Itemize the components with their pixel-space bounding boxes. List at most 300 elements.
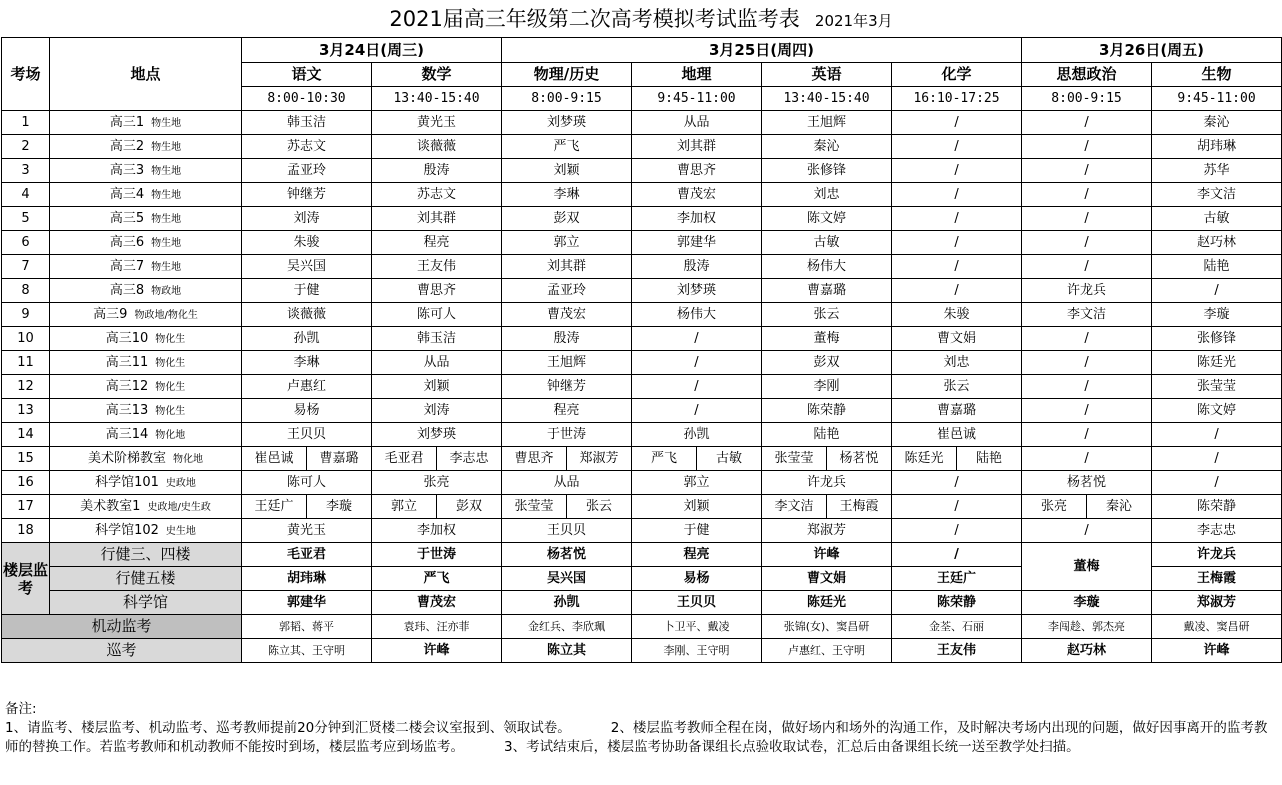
room-number: 18 [2, 519, 50, 543]
proctor-name: 孙凯 [242, 327, 372, 351]
room-number: 10 [2, 327, 50, 351]
proctor-name: 刘涛 [242, 207, 372, 231]
proctor-name: / [1022, 111, 1152, 135]
floor-proctor-name: 陈荣静 [892, 591, 1022, 615]
proctor-cell [762, 495, 892, 519]
proctor-name: 毛亚君 [372, 447, 437, 470]
proctor-pair [372, 495, 501, 518]
header-row-days [2, 38, 1282, 63]
proctor-name: 李琳 [502, 183, 632, 207]
proctor-name: 严飞 [632, 447, 697, 470]
proctor-name: 古敏 [715, 451, 742, 466]
room-location [50, 423, 242, 447]
proctor-name: 曹思齐 [372, 279, 502, 303]
proctor-name: 张云 [762, 303, 892, 327]
proctor-cell [502, 447, 632, 471]
floor-proctor-name: 陈廷光 [762, 591, 892, 615]
proctor-pair [502, 495, 631, 518]
room-location [50, 159, 242, 183]
proctor-name: 张云 [892, 375, 1022, 399]
proctor-pair [242, 447, 371, 470]
proctor-name: 于健 [632, 519, 762, 543]
patrol-names: 王友伟 [892, 639, 1022, 663]
proctor-name: 杨茗悦 [839, 451, 879, 466]
exam-room-row [2, 255, 1282, 279]
header-day1: 3月24日(周三) [242, 38, 502, 63]
header-subject: 思想政治 [1022, 63, 1152, 87]
proctor-name: 郑淑芳 [762, 519, 892, 543]
exam-room-row [2, 351, 1282, 375]
exam-room-row [2, 111, 1282, 135]
patrol-names: 陈立其、王守明 [242, 639, 372, 663]
proctor-name: 苏华 [1152, 159, 1282, 183]
room-location [50, 231, 242, 255]
room-number: 15 [2, 447, 50, 471]
room-name: 高三9 [93, 306, 128, 322]
header-time: 16:10-17:25 [892, 87, 1022, 111]
floor-proctor-name: 李璇 [1022, 591, 1152, 615]
mobile-proctor-names: 郭韬、蒋平 [242, 615, 372, 639]
proctor-name: / [1022, 255, 1152, 279]
proctor-name: 陆艳 [976, 451, 1003, 466]
title-main: 2021届高三年级第二次高考模拟考试监考表 [389, 7, 800, 31]
room-number: 3 [2, 159, 50, 183]
room-subject-tag: 物生地 [151, 117, 182, 129]
room-location [50, 351, 242, 375]
room-number: 14 [2, 423, 50, 447]
proctor-cell [372, 495, 502, 519]
room-number: 1 [2, 111, 50, 135]
proctor-name: 李志忠 [449, 451, 489, 466]
room-number: 13 [2, 399, 50, 423]
proctor-name: 郭建华 [632, 231, 762, 255]
proctor-name: 郑淑芳 [579, 451, 619, 466]
proctor-name: / [1022, 519, 1152, 543]
proctor-name: 卢惠红 [242, 375, 372, 399]
room-location [50, 495, 242, 519]
floor-proctor-name: 王贝贝 [632, 591, 762, 615]
proctor-name: / [892, 183, 1022, 207]
proctor-name: 曹思齐 [502, 447, 567, 470]
notes [5, 700, 1277, 757]
exam-room-row [2, 231, 1282, 255]
proctor-name: 胡玮琳 [1152, 135, 1282, 159]
room-name: 高三10 [105, 330, 149, 346]
room-subject-tag: 物化生 [155, 405, 186, 417]
proctor-name: / [892, 231, 1022, 255]
proctor-name: 曹嘉璐 [319, 451, 359, 466]
room-subject-tag: 史政地/史生政 [147, 501, 211, 513]
proctor-name: 陈文婷 [1152, 399, 1282, 423]
patrol-names: 赵巧林 [1022, 639, 1152, 663]
proctor-name: 吴兴国 [242, 255, 372, 279]
floor-proctor-name: 程亮 [632, 543, 762, 567]
proctor-name: 从品 [632, 111, 762, 135]
floor-proctor-label: 楼层监考 [2, 543, 50, 615]
patrol-row [2, 639, 1282, 663]
proctor-name: 韩玉洁 [372, 327, 502, 351]
proctor-name: 郭立 [502, 231, 632, 255]
exam-room-row [2, 135, 1282, 159]
proctor-name: / [632, 327, 762, 351]
proctor-pair [762, 447, 891, 470]
floor-proctor-name: 许峰 [762, 543, 892, 567]
note-2: 2、楼层监考教师全程在岗，做好场内和场外的沟通工作，及时解决考场内出现的问题，做好因事离开的监考教师的替换工作。若监考教师和机动教师不能按时到场，楼层监考应到场监考。 [5, 720, 1268, 755]
proctor-name: / [892, 471, 1022, 495]
proctor-name: 从品 [372, 351, 502, 375]
patrol-label: 巡考 [2, 639, 242, 663]
room-number: 8 [2, 279, 50, 303]
proctor-name: 朱骏 [892, 303, 1022, 327]
room-location [50, 111, 242, 135]
exam-room-row [2, 471, 1282, 495]
room-name: 美术阶梯教室 [87, 450, 166, 466]
proctor-name: 张亮 [372, 471, 502, 495]
proctor-name: 王旭辉 [502, 351, 632, 375]
proctor-name: 苏志文 [372, 183, 502, 207]
room-subject-tag: 物生地 [151, 261, 182, 273]
proctor-name: 张云 [585, 499, 612, 514]
floor-proctor-name: 许龙兵 [1152, 543, 1282, 567]
room-subject-tag: 物化地 [173, 453, 203, 465]
proctor-name: / [1022, 327, 1152, 351]
proctor-name: 刘梦瑛 [632, 279, 762, 303]
room-subject-tag: 物化生 [155, 357, 186, 369]
proctor-name: 李璇 [1152, 303, 1282, 327]
proctor-name: 朱骏 [242, 231, 372, 255]
room-name: 高三4 [109, 186, 145, 202]
floor-place: 科学馆 [50, 591, 242, 615]
proctor-name: 李志忠 [1152, 519, 1282, 543]
proctor-name: 秦沁 [1152, 111, 1282, 135]
proctor-cell [632, 447, 762, 471]
patrol-names: 许峰 [1152, 639, 1282, 663]
proctor-name: / [892, 135, 1022, 159]
proctor-name: 崔邑诚 [242, 447, 307, 470]
exam-room-row [2, 303, 1282, 327]
exam-room-row [2, 327, 1282, 351]
proctor-name: 程亮 [502, 399, 632, 423]
proctor-name: 王廷广 [242, 495, 307, 518]
mobile-proctor-names: 戴凌、窦昌研 [1152, 615, 1282, 639]
proctor-name: 程亮 [372, 231, 502, 255]
proctor-cell [1022, 495, 1152, 519]
proctor-name: 王贝贝 [242, 423, 372, 447]
room-number: 12 [2, 375, 50, 399]
proctor-name: 刘梦瑛 [502, 111, 632, 135]
room-number: 11 [2, 351, 50, 375]
proctor-name: / [1022, 423, 1152, 447]
proctor-name: 钟继芳 [502, 375, 632, 399]
proctor-name: 黄光玉 [242, 519, 372, 543]
room-name: 高三1 [109, 114, 145, 130]
room-subject-tag: 物生地 [151, 141, 182, 153]
exam-room-row [2, 423, 1282, 447]
room-name: 高三3 [109, 162, 145, 178]
proctor-name: / [892, 255, 1022, 279]
floor-proctor-name: 曹茂宏 [372, 591, 502, 615]
header-day3: 3月26日(周五) [1022, 38, 1282, 63]
room-subject-tag: 物生地 [151, 165, 182, 177]
proctor-name: 苏志文 [242, 135, 372, 159]
proctor-name: 陈文婷 [762, 207, 892, 231]
exam-room-row [2, 447, 1282, 471]
proctor-pair [892, 447, 1021, 470]
room-location [50, 303, 242, 327]
proctor-name: / [1022, 231, 1152, 255]
proctor-name: 孟亚玲 [242, 159, 372, 183]
proctor-name: / [892, 159, 1022, 183]
header-location: 地点 [50, 38, 242, 111]
proctor-name: / [1022, 375, 1152, 399]
proctor-name: 严飞 [502, 135, 632, 159]
proctor-name: 李璇 [325, 499, 352, 514]
proctor-name: / [892, 207, 1022, 231]
proctor-name: / [1152, 423, 1282, 447]
proctor-pair [372, 447, 501, 470]
header-subject: 语文 [242, 63, 372, 87]
proctor-pair [632, 447, 761, 470]
exam-room-row [2, 399, 1282, 423]
room-subject-tag: 物政地 [151, 285, 182, 297]
proctor-name: / [632, 399, 762, 423]
floor-proctor-name: 于世涛 [372, 543, 502, 567]
floor-proctor-name: 王梅霞 [1152, 567, 1282, 591]
room-subject-tag: 史生地 [165, 525, 196, 537]
proctor-name: 刘涛 [372, 399, 502, 423]
room-subject-tag: 史政地 [165, 477, 196, 489]
header-day2: 3月25日(周四) [502, 38, 1022, 63]
title-date: 2021年3月 [814, 12, 893, 30]
proctor-name: / [1022, 159, 1152, 183]
room-name: 美术教室1 [80, 498, 141, 514]
room-number: 6 [2, 231, 50, 255]
mobile-proctor-names: 张锦(女)、窦昌研 [762, 615, 892, 639]
proctor-name: / [1152, 471, 1282, 495]
proctor-name: 王友伟 [372, 255, 502, 279]
proctor-name: 张莹莹 [502, 495, 567, 518]
floor-proctor-row [2, 543, 1282, 567]
proctor-name: / [1152, 279, 1282, 303]
proctor-name: 彭双 [762, 351, 892, 375]
proctor-name: 彭双 [502, 207, 632, 231]
floor-proctor-name: 易杨 [632, 567, 762, 591]
proctor-name: 刘梦瑛 [372, 423, 502, 447]
room-location [50, 135, 242, 159]
proctor-name: 陈廷光 [1152, 351, 1282, 375]
floor-proctor-name: 孙凯 [502, 591, 632, 615]
room-location [50, 279, 242, 303]
room-location [50, 471, 242, 495]
room-subject-tag: 物生地 [151, 237, 182, 249]
proctor-name: 刘其群 [372, 207, 502, 231]
floor-proctor-name: 郑淑芳 [1152, 591, 1282, 615]
proctor-name: / [1022, 207, 1152, 231]
header-time: 9:45-11:00 [1152, 87, 1282, 111]
proctor-name: 王梅霞 [839, 499, 879, 514]
room-number: 2 [2, 135, 50, 159]
proctor-name: 曹嘉璐 [762, 279, 892, 303]
header-subject: 英语 [762, 63, 892, 87]
room-name: 高三13 [105, 402, 149, 418]
patrol-names: 陈立其 [502, 639, 632, 663]
proctor-name: / [892, 111, 1022, 135]
exam-room-row [2, 495, 1282, 519]
proctor-name: / [1022, 447, 1152, 471]
proctor-name: 陈荣静 [762, 399, 892, 423]
header-subject: 生物 [1152, 63, 1282, 87]
proctor-name: 王旭辉 [762, 111, 892, 135]
mobile-proctor-names: 金荃、石丽 [892, 615, 1022, 639]
proctor-name: 董梅 [762, 327, 892, 351]
floor-proctor-name: / [892, 543, 1022, 567]
proctor-name: 殷涛 [632, 255, 762, 279]
proctor-name: 杨伟大 [762, 255, 892, 279]
patrol-names: 李刚、王守明 [632, 639, 762, 663]
floor-proctor-name: 杨茗悦 [502, 543, 632, 567]
mobile-proctor-names: 袁玮、汪亦菲 [372, 615, 502, 639]
room-location [50, 207, 242, 231]
proctor-name: 于健 [242, 279, 372, 303]
proctor-name: 许龙兵 [1022, 279, 1152, 303]
floor-proctor-merged: 董梅 [1022, 543, 1152, 591]
room-name: 高三8 [109, 282, 145, 298]
proctor-name: 殷涛 [372, 159, 502, 183]
proctor-name: / [1022, 135, 1152, 159]
floor-proctor-name: 吴兴国 [502, 567, 632, 591]
room-location [50, 519, 242, 543]
notes-title: 备注: [5, 701, 37, 717]
proctor-cell [372, 447, 502, 471]
notes-body [5, 719, 1277, 757]
room-number: 5 [2, 207, 50, 231]
proctor-pair [1022, 495, 1151, 518]
room-location [50, 447, 242, 471]
mobile-proctor-names: 卜卫平、戴凌 [632, 615, 762, 639]
floor-proctor-name: 王廷广 [892, 567, 1022, 591]
header-time: 9:45-11:00 [632, 87, 762, 111]
proctor-cell [502, 495, 632, 519]
room-location [50, 255, 242, 279]
proctor-name: 陈廷光 [892, 447, 957, 470]
proctor-name: 陆艳 [762, 423, 892, 447]
proctor-name: 谈薇薇 [372, 135, 502, 159]
proctor-name: 杨伟大 [632, 303, 762, 327]
proctor-name: 刘其群 [632, 135, 762, 159]
mobile-proctor-row [2, 615, 1282, 639]
proctor-name: 赵巧林 [1152, 231, 1282, 255]
room-name: 高三7 [109, 258, 145, 274]
room-number: 16 [2, 471, 50, 495]
note-3: 3、考试结束后，楼层监考协助备课组长点验收取试卷，汇总后由备课组长统一送至教学处扫描。 [504, 739, 1080, 755]
exam-room-row [2, 519, 1282, 543]
proctor-name: 张亮 [1022, 495, 1087, 518]
floor-proctor-name: 郭建华 [242, 591, 372, 615]
proctor-name: 曹嘉璐 [892, 399, 1022, 423]
proctor-name: 秦沁 [1106, 499, 1133, 514]
proctor-name: 刘颖 [372, 375, 502, 399]
proctor-pair [502, 447, 631, 470]
proctor-name: 刘其群 [502, 255, 632, 279]
room-name: 高三2 [109, 138, 145, 154]
room-subject-tag: 物生地 [151, 213, 182, 225]
room-location [50, 183, 242, 207]
header-time: 8:00-10:30 [242, 87, 372, 111]
proctor-name: 王贝贝 [502, 519, 632, 543]
proctor-name: 古敏 [762, 231, 892, 255]
header-time: 8:00-9:15 [1022, 87, 1152, 111]
proctor-name: / [1022, 183, 1152, 207]
proctor-name: / [632, 351, 762, 375]
room-name: 高三11 [105, 354, 149, 370]
proctor-cell [892, 447, 1022, 471]
proctor-name: 刘颖 [632, 495, 762, 519]
proctor-name: 张修锋 [1152, 327, 1282, 351]
room-subject-tag: 物生地 [151, 189, 182, 201]
proctor-name: 孙凯 [632, 423, 762, 447]
proctor-name: 张莹莹 [1152, 375, 1282, 399]
proctor-name: 易杨 [242, 399, 372, 423]
proctor-name: 黄光玉 [372, 111, 502, 135]
exam-room-row [2, 375, 1282, 399]
proctor-name: / [1152, 447, 1282, 471]
patrol-names: 卢惠红、王守明 [762, 639, 892, 663]
room-subject-tag: 物化地 [155, 429, 186, 441]
room-name: 科学馆101 [95, 474, 159, 490]
proctor-name: 刘颖 [502, 159, 632, 183]
proctor-name: 杨茗悦 [1022, 471, 1152, 495]
proctor-name: 曹茂宏 [502, 303, 632, 327]
room-name: 科学馆102 [95, 522, 159, 538]
proctor-name: / [1022, 351, 1152, 375]
proctor-name: 秦沁 [762, 135, 892, 159]
proctor-name: / [892, 279, 1022, 303]
room-location [50, 327, 242, 351]
proctor-name: 古敏 [1152, 207, 1282, 231]
header-room-no: 考场 [2, 38, 50, 111]
proctor-name: 钟继芳 [242, 183, 372, 207]
proctor-name: 李文洁 [762, 495, 827, 518]
room-number: 4 [2, 183, 50, 207]
proctor-pair [762, 495, 891, 518]
proctor-name: 曹茂宏 [632, 183, 762, 207]
floor-place: 行健三、四楼 [50, 543, 242, 567]
exam-room-row [2, 279, 1282, 303]
header-time: 13:40-15:40 [762, 87, 892, 111]
room-name: 高三12 [105, 378, 149, 394]
proctor-name: 殷涛 [502, 327, 632, 351]
header-time: 13:40-15:40 [372, 87, 502, 111]
proctor-name: / [892, 495, 1022, 519]
floor-proctor-name: 曹文娟 [762, 567, 892, 591]
proctor-name: 许龙兵 [762, 471, 892, 495]
room-name: 高三14 [105, 426, 149, 442]
proctor-name: 张莹莹 [762, 447, 827, 470]
room-number: 9 [2, 303, 50, 327]
proctor-cell [242, 495, 372, 519]
room-name: 高三5 [109, 210, 145, 226]
proctor-name: 韩玉洁 [242, 111, 372, 135]
exam-room-row [2, 159, 1282, 183]
proctor-name: 刘忠 [892, 351, 1022, 375]
proctor-name: 于世涛 [502, 423, 632, 447]
proctor-name: 李文洁 [1022, 303, 1152, 327]
schedule-table [1, 37, 1282, 663]
room-number: 17 [2, 495, 50, 519]
proctor-cell [762, 447, 892, 471]
exam-room-row [2, 207, 1282, 231]
proctor-name: 刘忠 [762, 183, 892, 207]
